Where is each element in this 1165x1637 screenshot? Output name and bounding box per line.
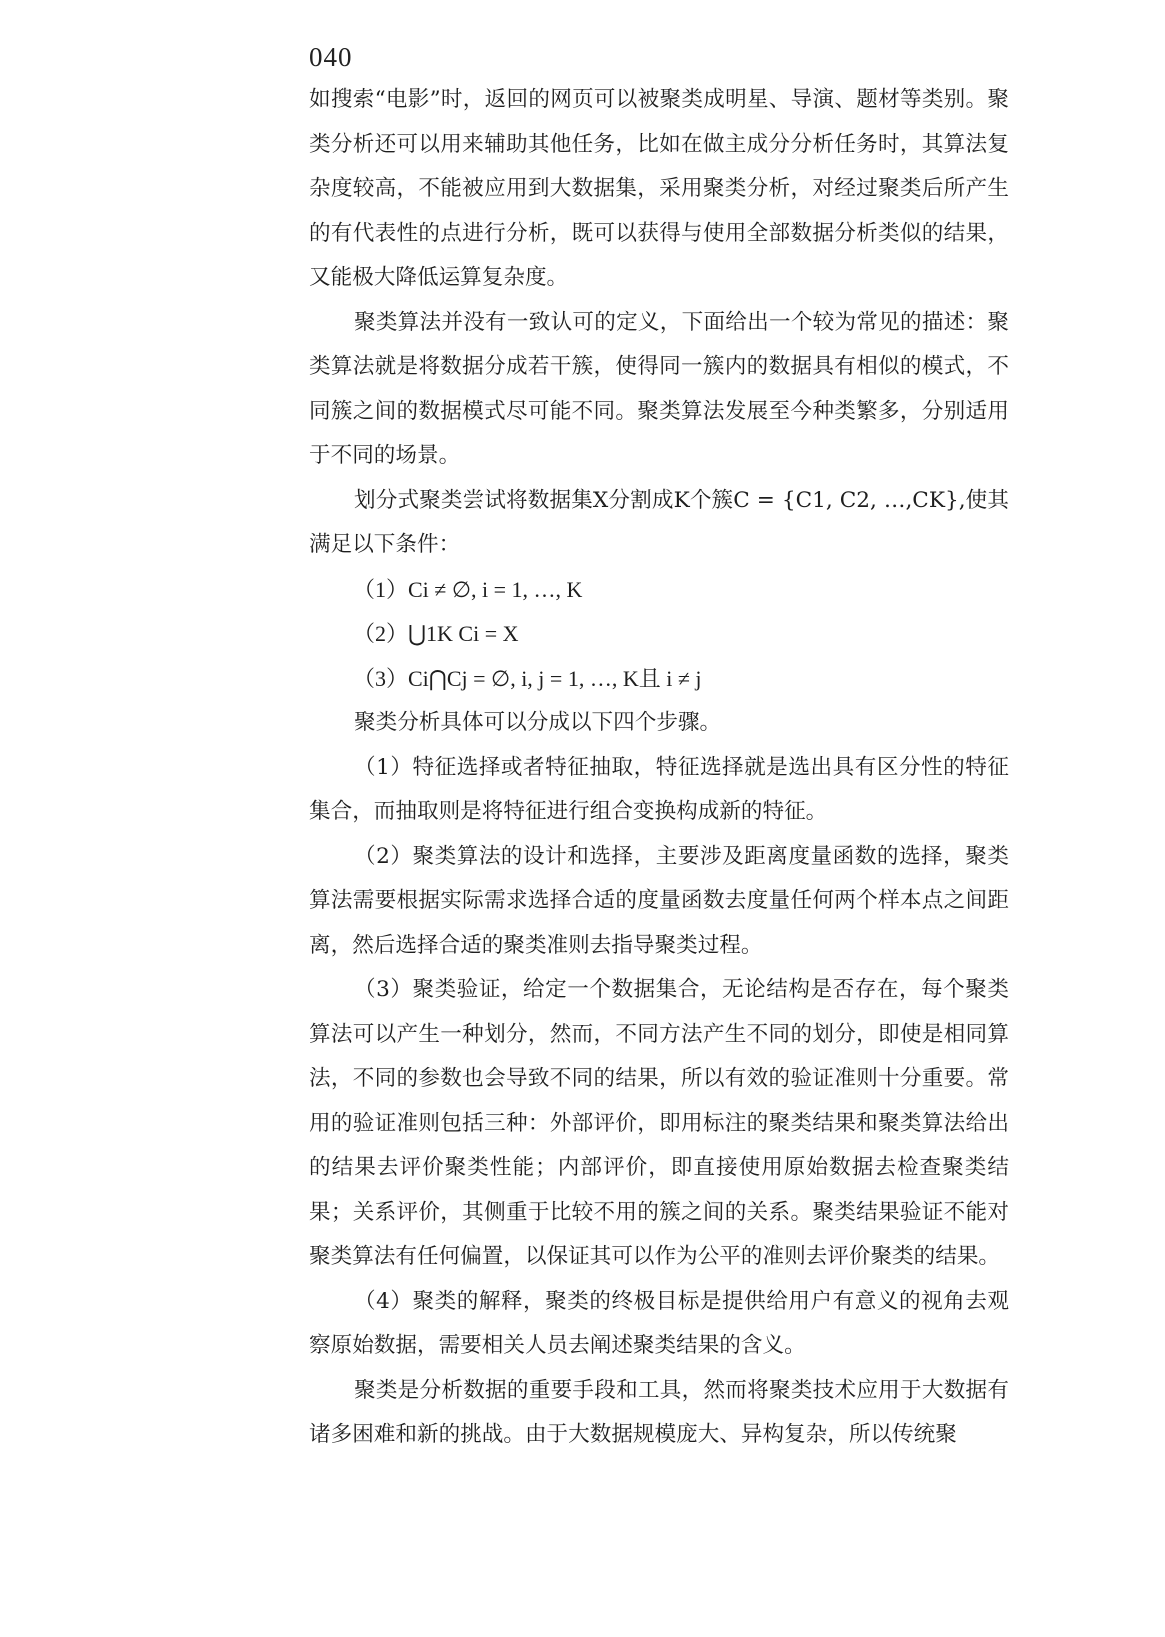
paragraph-big-data-challenge: 聚类是分析数据的重要手段和工具，然而将聚类技术应用于大数据有诸多困难和新的挑战。由于大数据规模庞大、异构复杂，所以传统聚 [309,1377,1009,1447]
formula-condition-3: （3）Ci⋂Cj = ∅, i, j = 1, …, K且 i ≠ j [353,665,702,691]
paragraph-clustering-definition: 聚类算法并没有一致认可的定义，下面给出一个较为常见的描述：聚类算法就是将数据分成若干簇，使得同一簇内的数据具有相似的模式，不同簇之间的数据模式尽可能不同。聚类算法发展至今种类繁多，分别适用于不同的场景。 [309,309,1009,468]
paragraph-continuation: 如搜索“电影”时，返回的网页可以被聚类成明星、导演、题材等类别。聚类分析还可以用来辅助其他任务，比如在做主成分分析任务时，其算法复杂度较高，不能被应用到大数据集，采用聚类分析，对经过聚类后所产生的有代表性的点进行分析，既可以获得与使用全部数据分析类似的结果，又能极大降低运算复杂度。 [309,87,1009,290]
formula-condition-1: （1）Ci ≠ ∅, i = 1, …, K [353,576,583,602]
body-text [309,78,1009,1458]
paragraph-step-4: （4）聚类的解释，聚类的终极目标是提供给用户有意义的视角去观察原始数据，需要相关人员去阐述聚类结果的含义。 [309,1288,1009,1358]
paragraph-four-steps-intro: 聚类分析具体可以分成以下四个步骤。 [354,710,722,735]
paragraph-step-2: （2）聚类算法的设计和选择，主要涉及距离度量函数的选择，聚类算法需要根据实际需求选择合适的度量函数去度量任何两个样本点之间距离，然后选择合适的聚类准则去指导聚类过程。 [309,843,1009,958]
formula-condition-2: （2）⋃1K Ci = X [353,621,519,646]
paragraph-partition-clustering: 划分式聚类尝试将数据集X分割成K个簇C = {C1, C2, …,CK},使其满足以下条件： [309,487,1009,557]
paragraph-step-3: （3）聚类验证，给定一个数据集合，无论结构是否存在，每个聚类算法可以产生一种划分，然而，不同方法产生不同的划分，即使是相同算法，不同的参数也会导致不同的结果，所以有效的验证准则十分重要。常用的验证准则包括三种：外部评价，即用标注的聚类结果和聚类算法给出的结果去评价聚类性能；内部评价，即直接使用原始数据去检查聚类结果；关系评价，其侧重于比较不用的簇之间的关系。聚类结果验证不能对聚类算法有任何偏置，以保证其可以作为公平的准则去评价聚类的结果。 [309,977,1009,1269]
paragraph-step-1: （1）特征选择或者特征抽取，特征选择就是选出具有区分性的特征集合，而抽取则是将特征进行组合变换构成新的特征。 [309,754,1009,824]
page-number: 040 [309,42,353,72]
